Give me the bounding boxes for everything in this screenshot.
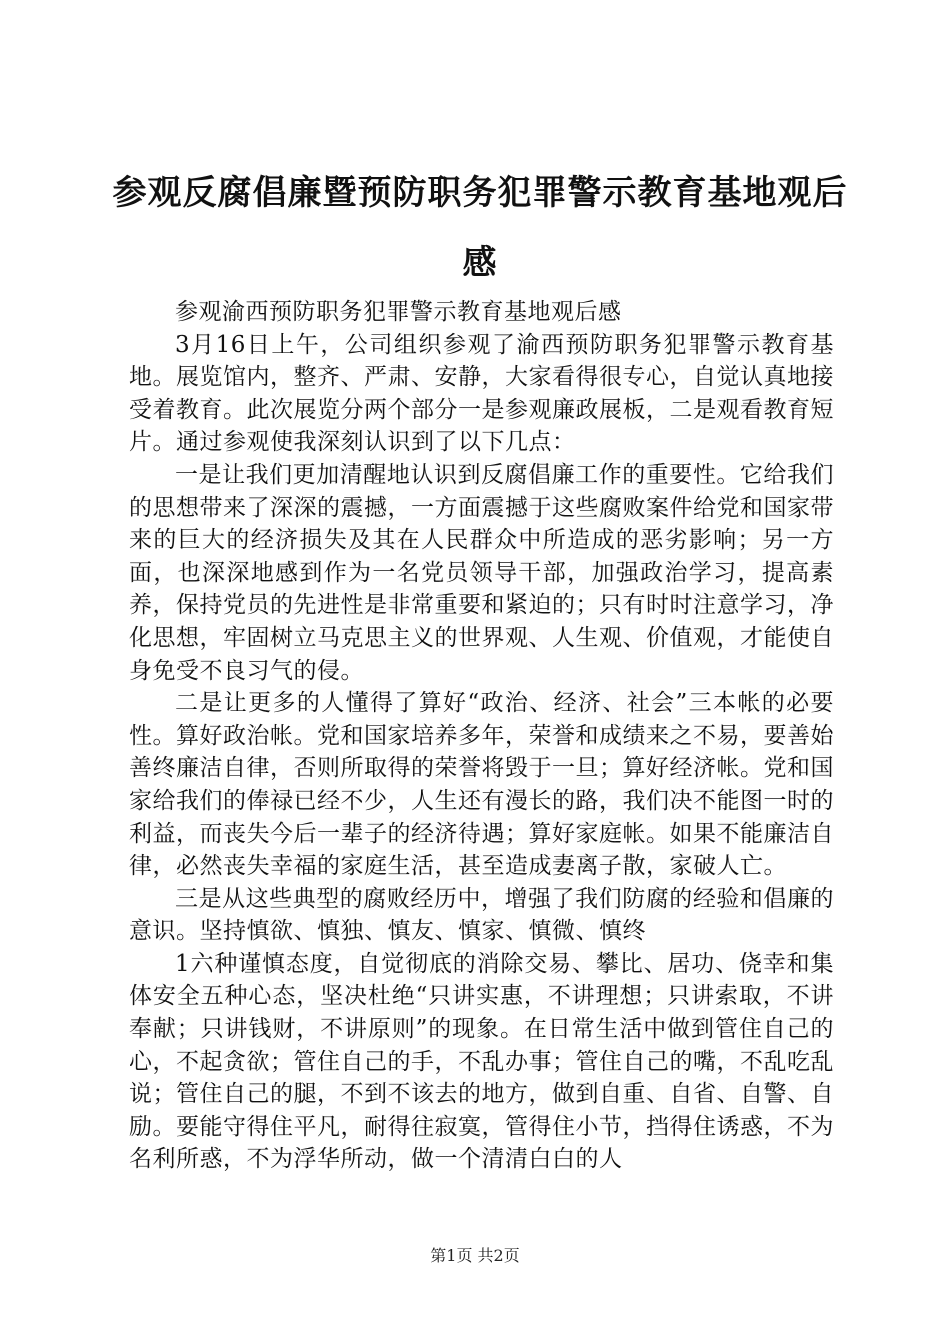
document-title: 参观反腐倡廉暨预防职务犯罪警示教育基地观后感 (112, 173, 848, 283)
point-one-paragraph: 一是让我们更加清醒地认识到反腐倡廉工作的重要性。它给我们的思想带来了深深的震撼，一方面震撼于这些腐败案件给党和国家带来的巨大的经济损失及其在人民群众中所造成的恶劣影响；另一方面，也深深地感到作为一名党员领导干部，加强政治学习，提高素养，保持党员的先进性是非常重要和紧迫的；只有时时注意学习，净化思想，牢固树立马克思主义的世界观、人生观、价值观，才能使自身免受不良习气的侵。 (129, 461, 834, 684)
intro-paragraph: 3月16日上午，公司组织参观了渝西预防职务犯罪警示教育基地。展览馆内，整齐、严肃、安静，大家看得很专心，自觉认真地接受着教育。此次展览分两个部分一是参观廉政展板，二是观看教育短片。通过参观使我深刻认识到了以下几点： (129, 331, 834, 456)
subtitle-paragraph: 参观渝西预防职务犯罪警示教育基地观后感 (175, 299, 622, 325)
point-two-paragraph: 二是让更多的人懂得了算好“政治、经济、社会”三本帐的必要性。算好政治帐。党和国家培养多年，荣誉和成绩来之不易，要善始善终廉洁自律，否则所取得的荣誉将毁于一旦；算好经济帐。党和国家给我们的俸禄已经不少，人生还有漫长的路，我们决不能图一时的利益，而丧失今后一辈子的经济待遇；算好家庭帐。如果不能廉洁自律，必然丧失幸福的家庭生活，甚至造成妻离子散，家破人亡。 (129, 690, 834, 880)
document-body (129, 296, 834, 1176)
page-footer: 第1页 共2页 (430, 1246, 520, 1265)
continuation-paragraph: 1六种谨慎态度，自觉彻底的消除交易、攀比、居功、侥幸和集体安全五种心态，坚决杜绝“只讲实惠，不讲理想；只讲索取，不讲奉献；只讲钱财，不讲原则”的现象。在日常生活中做到管住自己的心，不起贪欲；管住自己的手，不乱办事；管住自己的嘴，不乱吃乱说；管住自己的腿，不到不该去的地方，做到自重、自省、自警、自励。要能守得住平凡，耐得往寂寞，管得住小节，挡得住诱惑，不为名利所惑，不为浮华所动，做一个清清白白的人 (129, 950, 834, 1173)
point-three-paragraph: 三是从这些典型的腐败经历中，增强了我们防腐的经验和倡廉的意识。坚持慎欲、慎独、慎友、慎家、慎微、慎终 (129, 885, 834, 945)
